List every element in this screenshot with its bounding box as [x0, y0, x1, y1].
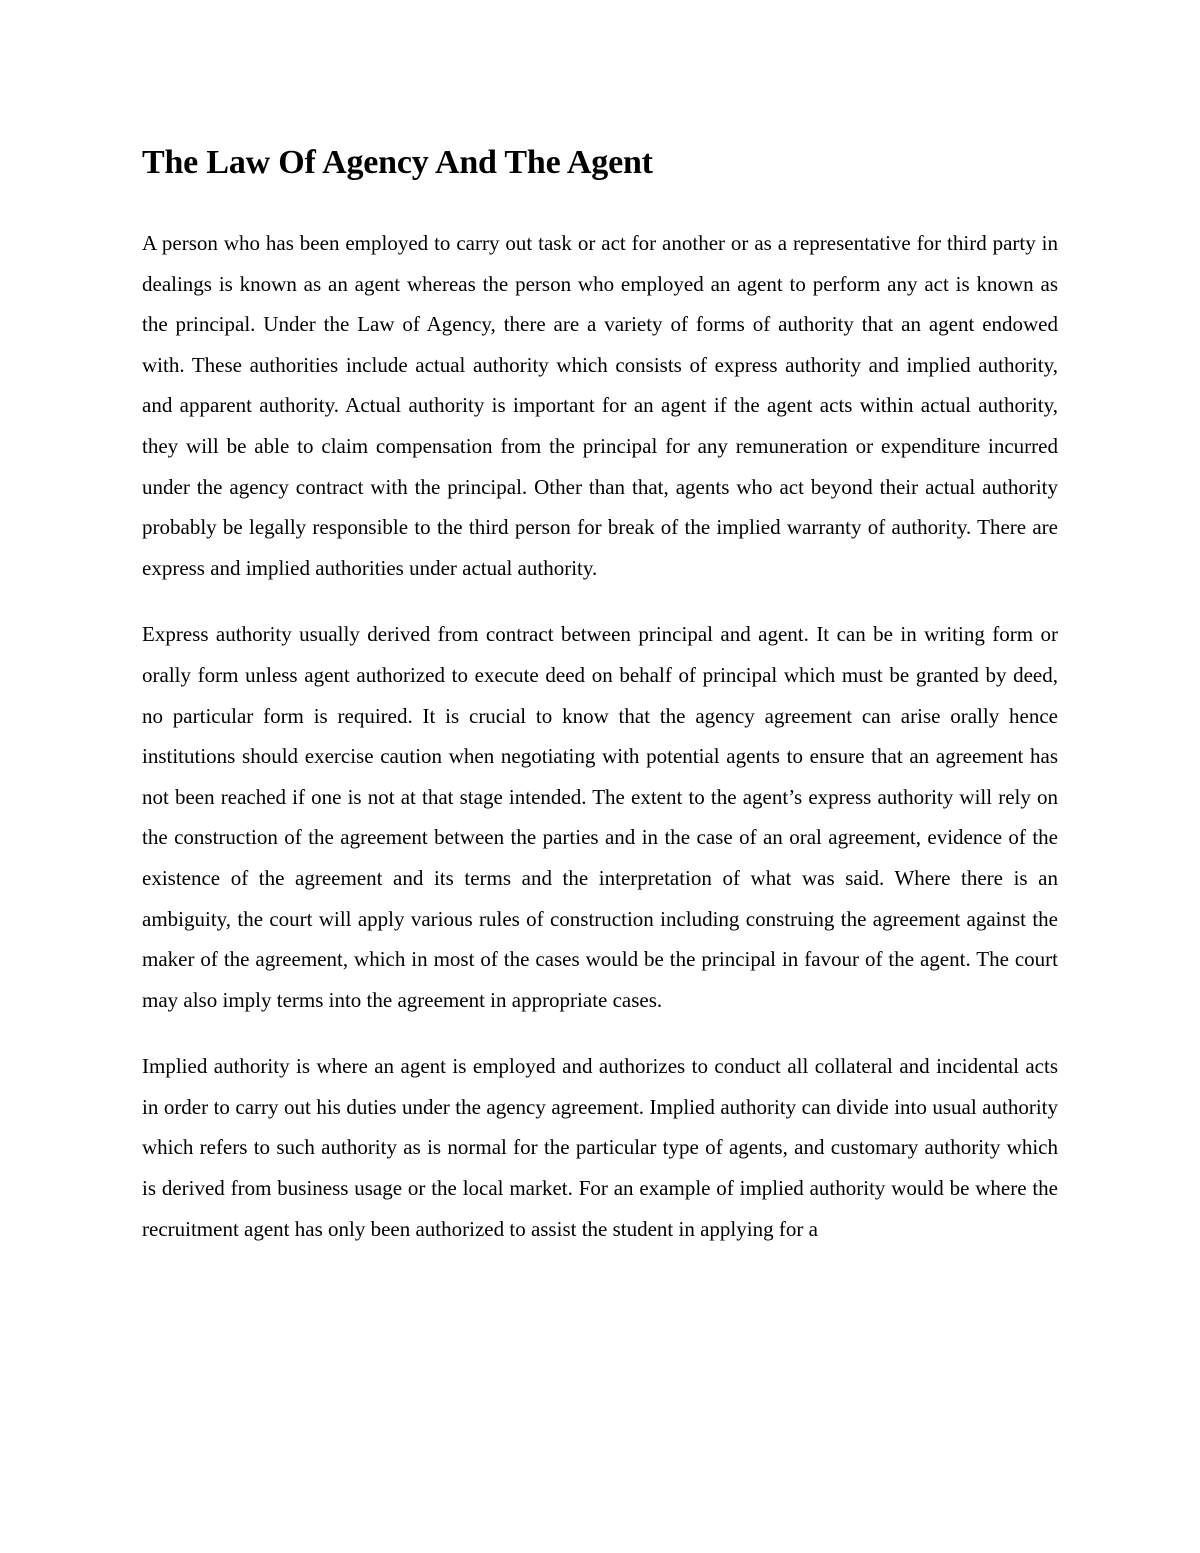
document-title: The Law Of Agency And The Agent — [142, 144, 653, 181]
document-body — [142, 138, 1058, 1249]
paragraph-express-authority: Express authority usually derived from contract between principal and agent. It can be in writing form or orally form unless agent authorized to execute deed on behalf of principal which must be granted by deed, no particular form is required. It is crucial to know that the agency agreement can arise orally hence institutions should exercise caution when negotiating with potential agents to ensure that an agreement has not been reached if one is not at that stage intended. The extent to the agent’s express authority will rely on the construction of the agreement between the parties and in the case of an oral agreement, evidence of the existence of the agreement and its terms and the interpretation of what was said. Where there is an ambiguity, the court will apply various rules of construction including construing the agreement against the maker of the agreement, which in most of the cases would be the principal in favour of the agent. The court may also imply terms into the agreement in appropriate cases. — [142, 622, 1058, 1012]
paragraph-agency-overview: A person who has been employed to carry out task or act for another or as a representative for third party in dealings is known as an agent whereas the person who employed an agent to perform any act is known as the principal. Under the Law of Agency, there are a variety of forms of authority that an agent endowed with. These authorities include actual authority which consists of express authority and implied authority, and apparent authority. Actual authority is important for an agent if the agent acts within actual authority, they will be able to claim compensation from the principal for any remuneration or expenditure incurred under the agency contract with the principal. Other than that, agents who act beyond their actual authority probably be legally responsible to the third person for break of the implied warranty of authority. There are express and implied authorities under actual authority. — [142, 231, 1058, 580]
paragraph-implied-authority: Implied authority is where an agent is employed and authorizes to conduct all collateral and incidental acts in order to carry out his duties under the agency agreement. Implied authority can divide into usual authority which refers to such authority as is normal for the particular type of agents, and customary authority which is derived from business usage or the local market. For an example of implied authority would be where the recruitment agent has only been authorized to assist the student in applying for a — [142, 1054, 1058, 1241]
